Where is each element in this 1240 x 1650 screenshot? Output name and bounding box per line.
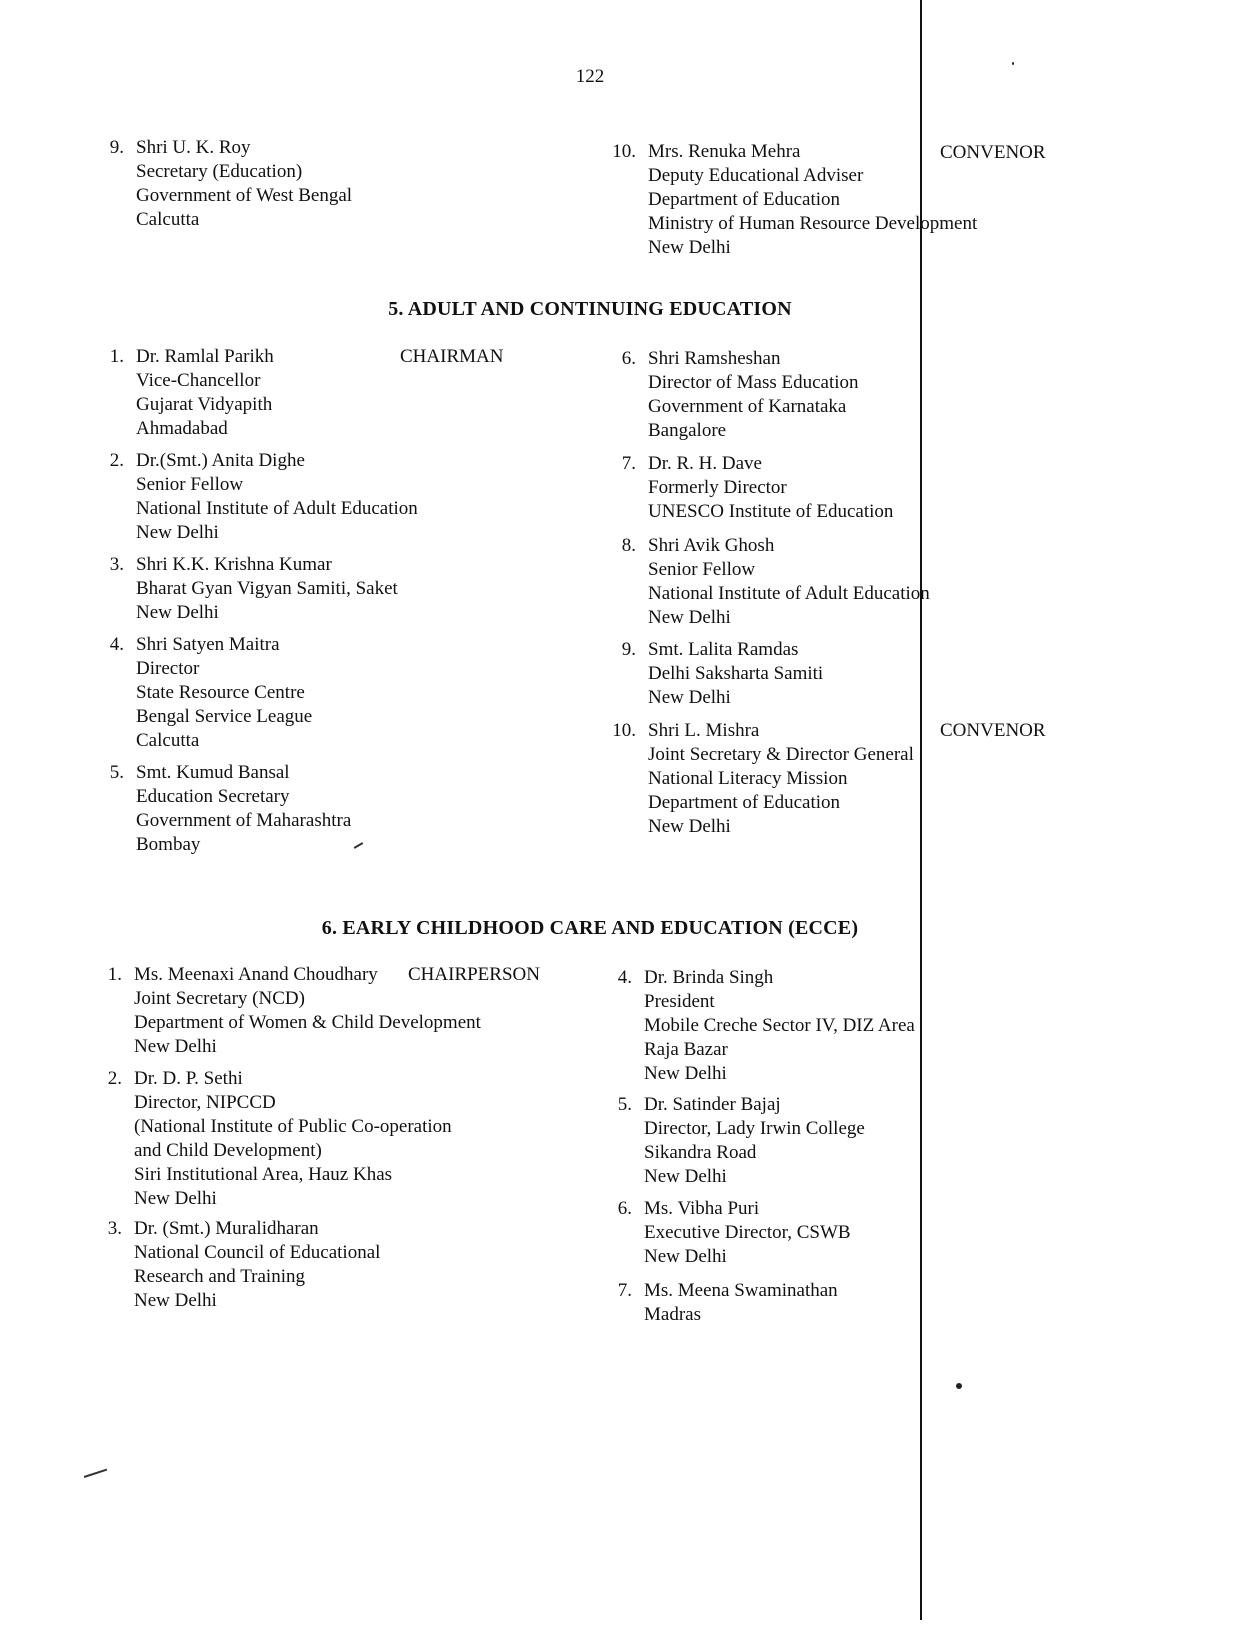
ink-mark bbox=[354, 842, 363, 848]
member-detail-line: New Delhi bbox=[648, 237, 731, 258]
entry-lines bbox=[648, 719, 914, 839]
member-detail-line: Sikandra Road bbox=[644, 1142, 757, 1163]
member-detail-line: Calcutta bbox=[136, 209, 200, 230]
member-detail-line: Gujarat Vidyapith bbox=[136, 394, 273, 415]
entry-number: 7. bbox=[617, 1280, 632, 1301]
member-name: Dr. (Smt.) Muralidharan bbox=[134, 1218, 319, 1239]
member-detail-line: National Institute of Adult Education bbox=[648, 583, 930, 604]
member-detail-line: President bbox=[644, 991, 715, 1012]
ink-mark bbox=[84, 1469, 107, 1478]
member-detail-line: New Delhi bbox=[644, 1063, 727, 1084]
member-name: Ms. Meenaxi Anand Choudhary bbox=[134, 964, 378, 985]
section-heading: 5. ADULT AND CONTINUING EDUCATION bbox=[388, 298, 792, 320]
member-detail-line: UNESCO Institute of Education bbox=[648, 501, 894, 522]
entry-lines bbox=[136, 633, 312, 753]
member-role: CHAIRPERSON bbox=[408, 964, 540, 985]
member-detail-line: New Delhi bbox=[136, 602, 219, 623]
member-detail-line: National Council of Educational bbox=[134, 1242, 381, 1263]
entry-number: 2. bbox=[109, 450, 124, 471]
entry-number: 4. bbox=[109, 634, 124, 655]
entry-lines bbox=[136, 761, 351, 857]
entry-number: 3. bbox=[107, 1218, 122, 1239]
entry-number: 9. bbox=[109, 137, 124, 158]
member-detail-line: Bharat Gyan Vigyan Samiti, Saket bbox=[136, 578, 398, 599]
member-detail-line: Madras bbox=[644, 1304, 701, 1325]
section-heading: 6. EARLY CHILDHOOD CARE AND EDUCATION (ECCE) bbox=[321, 917, 859, 939]
entry-lines bbox=[648, 452, 893, 524]
member-detail-line: Mobile Creche Sector IV, DIZ Area bbox=[644, 1015, 915, 1036]
member-detail-line: Department of Women & Child Development bbox=[134, 1012, 481, 1033]
member-detail-line: Joint Secretary (NCD) bbox=[134, 988, 305, 1009]
ink-speck bbox=[1012, 62, 1014, 65]
entry-number: 10. bbox=[612, 720, 636, 741]
member-detail-line: National Institute of Adult Education bbox=[136, 498, 418, 519]
member-detail-line: Government of Karnataka bbox=[648, 396, 847, 417]
entry-number: 5. bbox=[617, 1094, 632, 1115]
member-detail-line: Senior Fellow bbox=[136, 474, 244, 495]
member-detail-line: Ahmadabad bbox=[136, 418, 228, 439]
member-name: Shri Avik Ghosh bbox=[648, 535, 775, 556]
entry-lines bbox=[136, 449, 418, 545]
member-detail-line: New Delhi bbox=[644, 1246, 727, 1267]
entry-number: 8. bbox=[621, 535, 636, 556]
entry-lines bbox=[644, 1197, 851, 1269]
entry-lines bbox=[134, 1067, 452, 1211]
entry-lines bbox=[136, 136, 352, 232]
member-detail-line: and Child Development) bbox=[134, 1140, 322, 1161]
member-detail-line: Calcutta bbox=[136, 730, 200, 751]
entry-number: 3. bbox=[109, 554, 124, 575]
entry-number: 2. bbox=[107, 1068, 122, 1089]
member-detail-line: New Delhi bbox=[648, 687, 731, 708]
member-detail-line: Siri Institutional Area, Hauz Khas bbox=[134, 1164, 393, 1185]
member-name: Dr. R. H. Dave bbox=[648, 453, 762, 474]
member-detail-line: Ministry of Human Resource Development bbox=[648, 213, 978, 234]
member-detail-line: New Delhi bbox=[136, 522, 219, 543]
entry-number: 4. bbox=[617, 967, 632, 988]
member-detail-line: Director bbox=[136, 658, 200, 679]
member-detail-line: Raja Bazar bbox=[644, 1039, 728, 1060]
member-detail-line: Research and Training bbox=[134, 1266, 305, 1287]
member-detail-line: National Literacy Mission bbox=[648, 768, 848, 789]
entry-lines bbox=[648, 347, 859, 443]
member-detail-line: New Delhi bbox=[134, 1290, 217, 1311]
member-detail-line: Senior Fellow bbox=[648, 559, 756, 580]
entry-lines bbox=[136, 553, 398, 625]
member-name: Dr. Brinda Singh bbox=[644, 967, 774, 988]
member-name: Dr.(Smt.) Anita Dighe bbox=[136, 450, 305, 471]
entry-number: 6. bbox=[621, 348, 636, 369]
page-number: 122 bbox=[575, 66, 605, 87]
entry-number: 6. bbox=[617, 1198, 632, 1219]
member-detail-line: New Delhi bbox=[134, 1188, 217, 1209]
entry-lines bbox=[648, 638, 823, 710]
entry-lines bbox=[136, 345, 274, 441]
member-name: Dr. D. P. Sethi bbox=[134, 1068, 243, 1089]
member-name: Ms. Vibha Puri bbox=[644, 1198, 760, 1219]
member-detail-line: Bengal Service League bbox=[136, 706, 313, 727]
member-detail-line: Education Secretary bbox=[136, 786, 290, 807]
member-detail-line: (National Institute of Public Co-operation bbox=[134, 1116, 452, 1137]
entry-lines bbox=[134, 1217, 380, 1313]
member-detail-line: Formerly Director bbox=[648, 477, 787, 498]
member-detail-line: New Delhi bbox=[134, 1036, 217, 1057]
member-name: Shri Satyen Maitra bbox=[136, 634, 280, 655]
member-name: Smt. Kumud Bansal bbox=[136, 762, 290, 783]
member-role: CONVENOR bbox=[940, 142, 1046, 163]
member-name: Dr. Ramlal Parikh bbox=[136, 346, 274, 367]
member-detail-line: New Delhi bbox=[648, 816, 731, 837]
member-name: Ms. Meena Swaminathan bbox=[644, 1280, 838, 1301]
member-detail-line: Secretary (Education) bbox=[136, 161, 303, 182]
entry-number: 9. bbox=[621, 639, 636, 660]
member-detail-line: Deputy Educational Adviser bbox=[648, 165, 864, 186]
member-detail-line: State Resource Centre bbox=[136, 682, 305, 703]
member-detail-line: Vice-Chancellor bbox=[136, 370, 261, 391]
entry-lines bbox=[644, 1279, 838, 1327]
ink-speck bbox=[956, 1383, 962, 1389]
member-detail-line: Executive Director, CSWB bbox=[644, 1222, 851, 1243]
entry-number: 1. bbox=[107, 964, 122, 985]
member-name: Shri Ramsheshan bbox=[648, 348, 781, 369]
member-name: Mrs. Renuka Mehra bbox=[648, 141, 801, 162]
entry-lines bbox=[644, 966, 915, 1086]
member-detail-line: New Delhi bbox=[644, 1166, 727, 1187]
member-detail-line: Director, Lady Irwin College bbox=[644, 1118, 865, 1139]
entry-number: 7. bbox=[621, 453, 636, 474]
entry-lines bbox=[644, 1093, 865, 1189]
entry-number: 1. bbox=[109, 346, 124, 367]
member-detail-line: Government of West Bengal bbox=[136, 185, 353, 206]
member-detail-line: Director of Mass Education bbox=[648, 372, 859, 393]
member-name: Shri L. Mishra bbox=[648, 720, 760, 741]
member-role: CHAIRMAN bbox=[400, 346, 504, 367]
member-detail-line: Department of Education bbox=[648, 792, 841, 813]
member-name: Shri K.K. Krishna Kumar bbox=[136, 554, 332, 575]
entry-number: 5. bbox=[109, 762, 124, 783]
member-detail-line: New Delhi bbox=[648, 607, 731, 628]
member-detail-line: Bangalore bbox=[648, 420, 727, 441]
member-detail-line: Department of Education bbox=[648, 189, 841, 210]
member-detail-line: Joint Secretary & Director General bbox=[648, 744, 914, 765]
member-name: Smt. Lalita Ramdas bbox=[648, 639, 799, 660]
member-detail-line: Government of Maharashtra bbox=[136, 810, 352, 831]
entry-lines bbox=[648, 140, 977, 260]
entry-number: 10. bbox=[612, 141, 636, 162]
member-detail-line: Director, NIPCCD bbox=[134, 1092, 276, 1113]
member-detail-line: Bombay bbox=[136, 834, 201, 855]
member-name: Dr. Satinder Bajaj bbox=[644, 1094, 781, 1115]
entry-lines bbox=[648, 534, 930, 630]
member-name: Shri U. K. Roy bbox=[136, 137, 251, 158]
member-detail-line: Delhi Saksharta Samiti bbox=[648, 663, 824, 684]
member-role: CONVENOR bbox=[940, 720, 1046, 741]
